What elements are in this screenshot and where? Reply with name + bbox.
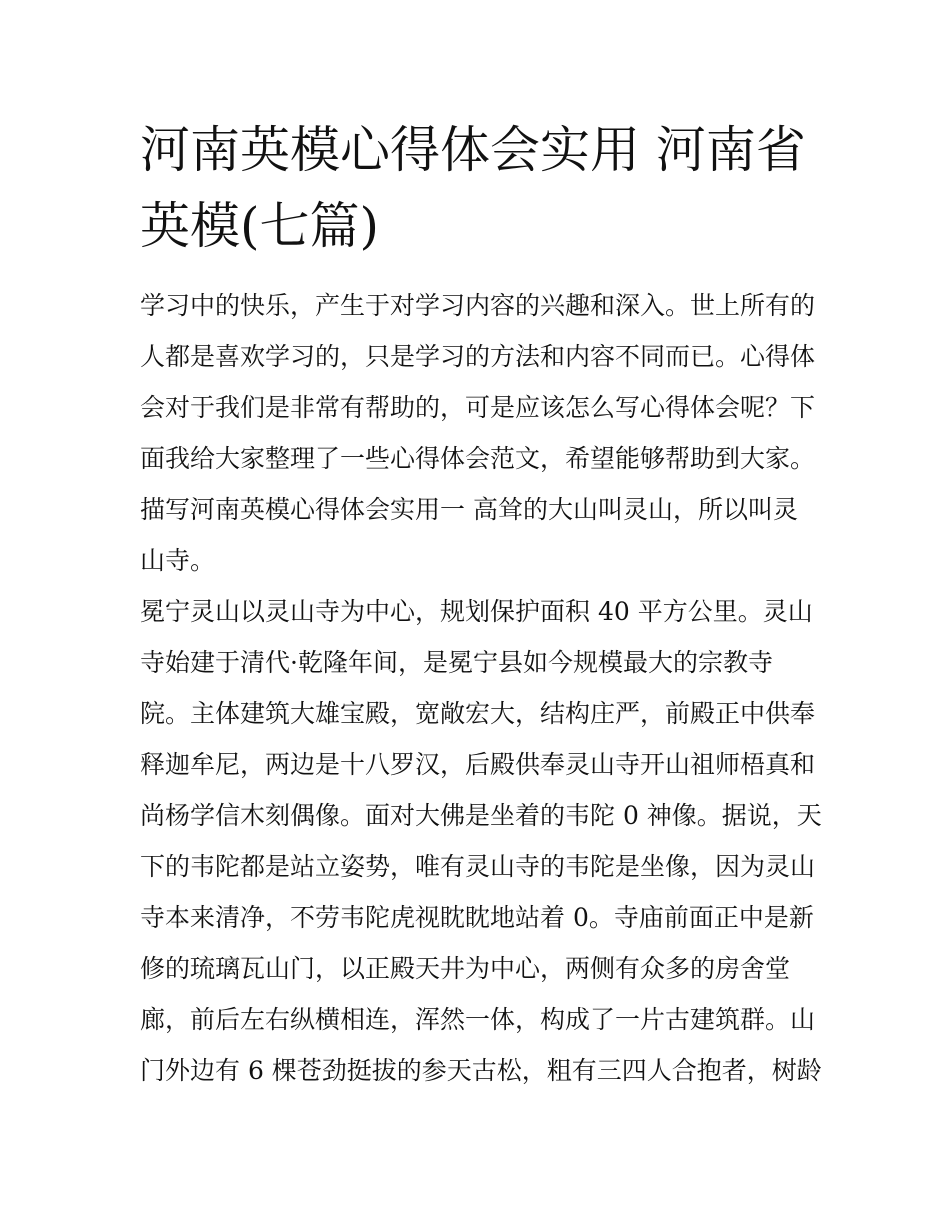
document-body — [140, 280, 830, 1096]
body-line: 寺本来清净，不劳韦陀虎视眈眈地站着 0。寺庙前面正中是新 — [140, 903, 814, 932]
body-line: 山寺。 — [140, 546, 216, 575]
body-line: 门外边有 6 棵苍劲挺拔的参天古松，粗有三四人合抱者，树龄 — [140, 1056, 822, 1085]
body-line: 冕宁灵山以灵山寺为中心，规划保护面积 40 平方公里。灵山 — [140, 597, 813, 626]
body-line: 寺始建于清代·乾隆年间，是冕宁县如今规模最大的宗教寺 — [140, 648, 773, 677]
title-line: 英模(七篇) — [140, 197, 380, 255]
body-line: 释迦牟尼，两边是十八罗汉，后殿供奉灵山寺开山祖师梧真和 — [140, 750, 816, 779]
title-line: 河南英模心得体会实用 河南省 — [140, 121, 806, 179]
body-line: 会对于我们是非常有帮助的，可是应该怎么写心得体会呢？下 — [140, 393, 816, 422]
body-line: 人都是喜欢学习的，只是学习的方法和内容不同而已。心得体 — [140, 342, 816, 371]
body-line: 描写河南英模心得体会实用一 高耸的大山叫灵山，所以叫灵 — [140, 495, 798, 524]
body-line: 下的韦陀都是站立姿势，唯有灵山寺的韦陀是坐像，因为灵山 — [140, 852, 816, 881]
body-line: 面我给大家整理了一些心得体会范文，希望能够帮助到大家。 — [140, 444, 816, 473]
body-line: 学习中的快乐，产生于对学习内容的兴趣和深入。世上所有的 — [140, 291, 816, 320]
body-line: 尚杨学信木刻偶像。面对大佛是坐着的韦陀 0 神像。据说，天 — [140, 801, 822, 830]
body-line: 廊，前后左右纵横相连，浑然一体，构成了一片古建筑群。山 — [140, 1005, 816, 1034]
body-line: 修的琉璃瓦山门，以正殿天井为中心，两侧有众多的房舍堂 — [140, 954, 791, 983]
document-title — [140, 112, 820, 264]
body-line: 院。主体建筑大雄宝殿，宽敞宏大，结构庄严，前殿正中供奉 — [140, 699, 816, 728]
